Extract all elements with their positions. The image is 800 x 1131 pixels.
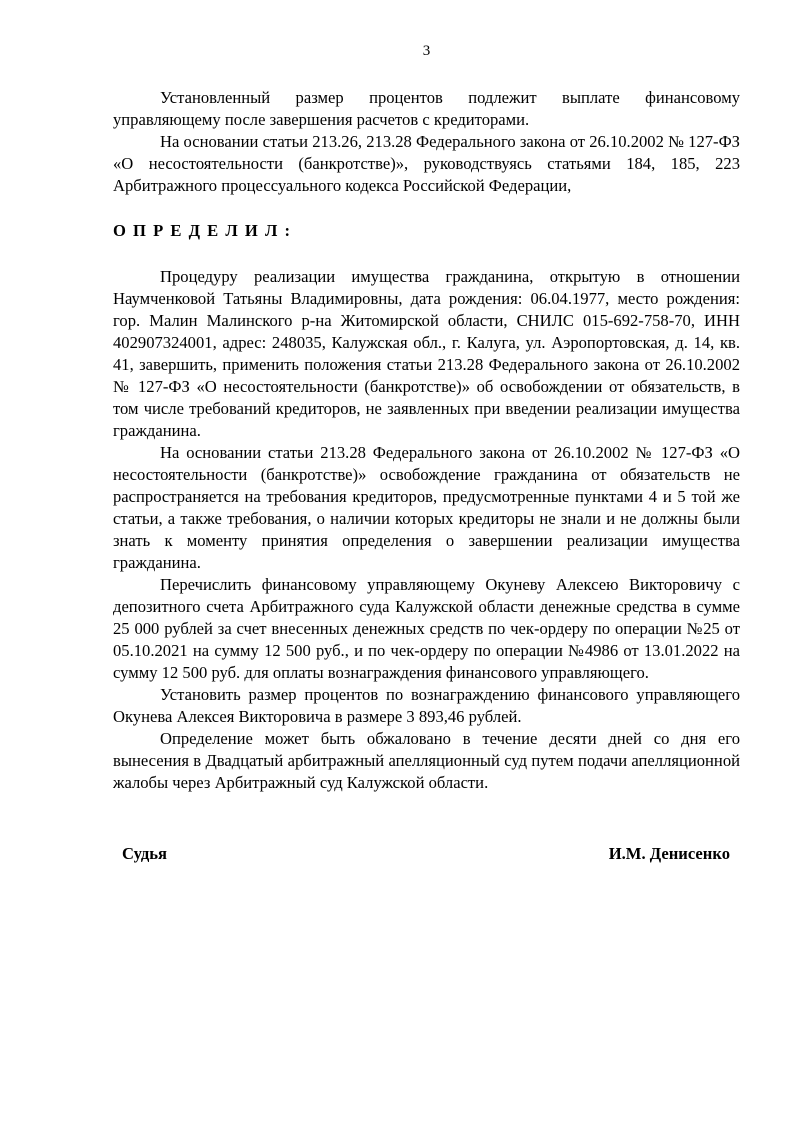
preamble-paragraph-2: На основании статьи 213.26, 213.28 Федерального закона от 26.10.2002 № 127-ФЗ «О несостоятельности (банкротстве)», руководствуясь статьями 184, 185, 223 Арбитражного процессуального кодекса Российской Федерации, [113, 132, 740, 195]
signature-name: И.М. Денисенко [608, 844, 730, 863]
resolution-paragraph-5: Определение может быть обжаловано в течение десяти дней со дня его вынесения в Двадцатый арбитражный апелляционный суд путем подачи апелляционной жалобы через Арбитражный суд Калужской области. [113, 729, 740, 792]
preamble-paragraph-1: Установленный размер процентов подлежит выплате финансовому управляющему после завершения расчетов с кредиторами. [113, 88, 740, 129]
signature-role: Судья [122, 844, 167, 863]
resolution-paragraph-1: Процедуру реализации имущества гражданина, открытую в отношении Наумченковой Татьяны Владимировны, дата рождения: 06.04.1977, место рождения: гор. Малин Малинского р-на Житомирской области, СНИЛС 015-692-758-70, ИНН 402907324001, адрес: 248035, Калужская обл., г. Калуга, ул. Аэропортовская, д. 14, кв. 41, завершить, применить положения статьи 213.28 Федерального закона от 26.10.2002 № 127-ФЗ «О несостоятельности (банкротстве)» об освобождении от обязательств, в том числе требований кредиторов, не заявленных при введении реализации имущества гражданина. [113, 267, 740, 440]
page-number: 3 [422, 43, 431, 59]
resolution-paragraph-3: Перечислить финансовому управляющему Окуневу Алексею Викторовичу с депозитного счета Арбитражного суда Калужской области денежные средства в сумме 25 000 рублей за счет внесенных денежных средств по чек-ордеру по операции №25 от 05.10.2021 на сумму 12 500 руб., и по чек-ордеру по операции №4986 от 13.01.2022 на сумму 12 500 руб. для оплаты вознаграждения финансового управляющего. [113, 575, 740, 682]
resolution-paragraph-4: Установить размер процентов по вознаграждению финансового управляющего Окунева Алексея Викторовича в размере 3 893,46 рублей. [113, 685, 740, 726]
signature-row [113, 843, 740, 865]
document-body [113, 87, 740, 865]
resolution-paragraph-2: На основании статьи 213.28 Федерального закона от 26.10.2002 № 127-ФЗ «О несостоятельности (банкротстве)» освобождение гражданина от обязательств не распространяется на требования кредиторов, предусмотренные пунктами 4 и 5 той же статьи, а также требования, о наличии которых кредиторы не знали и не должны были знать к моменту принятия определения о завершении реализации имущества гражданина. [113, 443, 740, 572]
resolution-heading: О П Р Е Д Е Л И Л : [113, 221, 292, 240]
